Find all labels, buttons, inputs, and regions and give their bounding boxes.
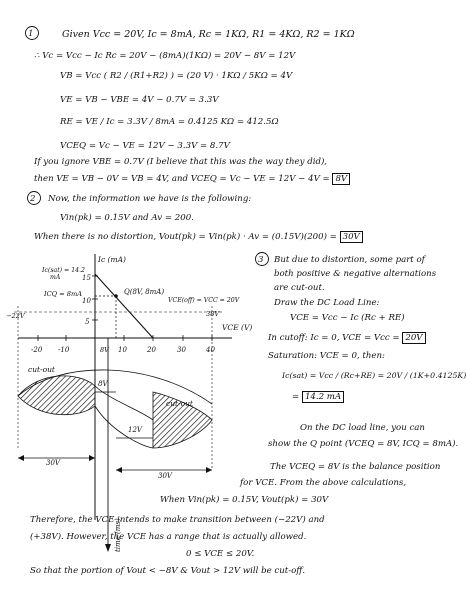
icsat-result-box: 14.2 mA (302, 391, 344, 403)
cut-out-left-label: cut-out (28, 365, 55, 374)
x-tick-label: -20 (31, 346, 43, 354)
span-30v-right-label: 30V (158, 472, 172, 480)
given-values: Given Vcc = 20V, Ic = 8mA, Rc = 1KΩ, R1 = 4KΩ, R2 = 1KΩ (62, 29, 355, 40)
note-alternations: both positive & negative alternations (274, 269, 437, 279)
when-vin-line: When Vin(pk) = 0.15V, Vout(pk) = 30V (160, 495, 329, 505)
note-dc-load-line: On the DC load line, you can (300, 423, 425, 433)
equation-vb: VB = Vcc ( R2 / (R1+R2) ) = (20 V) · 1KΩ / 5KΩ = 4V (60, 71, 293, 81)
x-tick-label: 30 (177, 346, 186, 354)
ignore-vbe-line: If you ignore VBE = 0.7V (I believe that this was the way they did), (34, 157, 328, 167)
no-distortion-text: When there is no distortion, Vout(pk) = Vin(pk) · Av = (0.15V)(200) = (34, 232, 337, 242)
cut-out-right-label: cut-out (166, 399, 193, 408)
vce-off-label: VCE(off) = VCC = 20V (168, 297, 240, 304)
x-tick-label: 10 (118, 346, 127, 354)
y-tick-label: 10 (82, 297, 91, 305)
y-tick-label: 15 (82, 274, 91, 282)
vce-range: 0 ≤ VCE ≤ 20V. (186, 549, 255, 559)
note-balance-position: The VCEQ = 8V is the balance position (270, 462, 441, 472)
x-tick-label: -10 (58, 346, 70, 354)
equation-ve: VE = VB − VBE = 4V − 0.7V = 3.3V (60, 95, 219, 105)
therefore-line-1: Therefore, the VCE intends to make transition between (−22V) and (30, 515, 325, 525)
circle-marker-1 (26, 27, 39, 40)
span-12v-label: 12V (128, 426, 142, 434)
vout-result-box: 30V (340, 231, 363, 243)
vceq-result-box: 8V (332, 173, 350, 185)
input-values-line: Vin(pk) = 0.15V and Av = 200. (60, 213, 194, 223)
circled-number-1: 1 (28, 29, 34, 39)
x-tick-8v: 8V (100, 346, 109, 354)
icsat-unit: mA (50, 274, 61, 281)
minus-22v-label: −22V (6, 312, 25, 320)
note-icsat-result: = 14.2 mA (292, 393, 344, 402)
icq-label: ICQ = 8mA (44, 290, 82, 298)
time-axis-arrow (105, 544, 111, 552)
equation-vc: ∴ Vc = Vcc − Ic Rc = 20V − (8mA)(1KΩ) = 20V − 8V = 12V (34, 51, 296, 61)
circle-marker-2 (28, 192, 41, 205)
therefore-line-2: (+38V). However, the VCE has a range that is actually allowed. (30, 532, 307, 542)
dc-load-line (95, 274, 153, 338)
note-icsat-equation: Ic(sat) = Vcc / (Rc+RE) = 20V / (1K+0.4125K) (282, 371, 466, 380)
x-axis-label: VCE (V) (222, 323, 253, 332)
then-line-text: then VE = VB − 0V = VB = 4V, and VCEQ = Vc − VE = 12V − 4V = (34, 174, 330, 184)
note-saturation: Saturation: VCE = 0, then: (268, 351, 385, 361)
q-point-label: Q(8V, 8mA) (124, 288, 165, 296)
x-tick-label: 20 (147, 346, 156, 354)
x-tick-label: 40 (206, 346, 215, 354)
note-cutoff-text: In cutoff: Ic = 0, VCE = Vcc = (268, 333, 400, 343)
so-that-line: So that the portion of Vout < −8V & Vout > 12V will be cut-off. (30, 566, 306, 576)
note-load-line-equation: VCE = Vcc − Ic (Rc + RE) (290, 313, 405, 323)
information-line: Now, the information we have is the following: (48, 194, 252, 204)
note-draw-load-line: Draw the DC Load Line: (274, 298, 380, 308)
time-axis-label: time (ms) (114, 518, 122, 552)
note-distortion: But due to distortion, some part of (274, 255, 425, 265)
note-q-point: show the Q point (VCEQ = 8V, ICQ = 8mA). (268, 439, 459, 449)
cutoff-result-box: 20V (402, 332, 425, 344)
span-30v-left-label: 30V (46, 459, 60, 467)
equation-vceq: VCEQ = Vc − VE = 12V − 3.3V = 8.7V (60, 141, 230, 151)
y-tick-label: 5 (85, 318, 90, 326)
circle-marker-3 (256, 253, 269, 266)
span-8v-label: 8V (98, 380, 108, 388)
icsat-label: Ic(sat) = 14.2 (42, 267, 85, 274)
circled-number-3: 3 (258, 255, 264, 265)
plus-38v-label: 38V (206, 310, 220, 318)
cut-out-region-left (18, 376, 95, 415)
circled-number-2: 2 (30, 194, 36, 204)
y-axis-label: Ic (mA) (98, 255, 126, 264)
q-point-marker (114, 294, 118, 298)
note-cut-out: are cut-out. (274, 283, 325, 293)
note-from-calculations: for VCE. From the above calculations, (240, 478, 407, 488)
equation-re: RE = VE / Ic = 3.3V / 8mA = 0.4125 KΩ = 412.5Ω (60, 117, 279, 127)
